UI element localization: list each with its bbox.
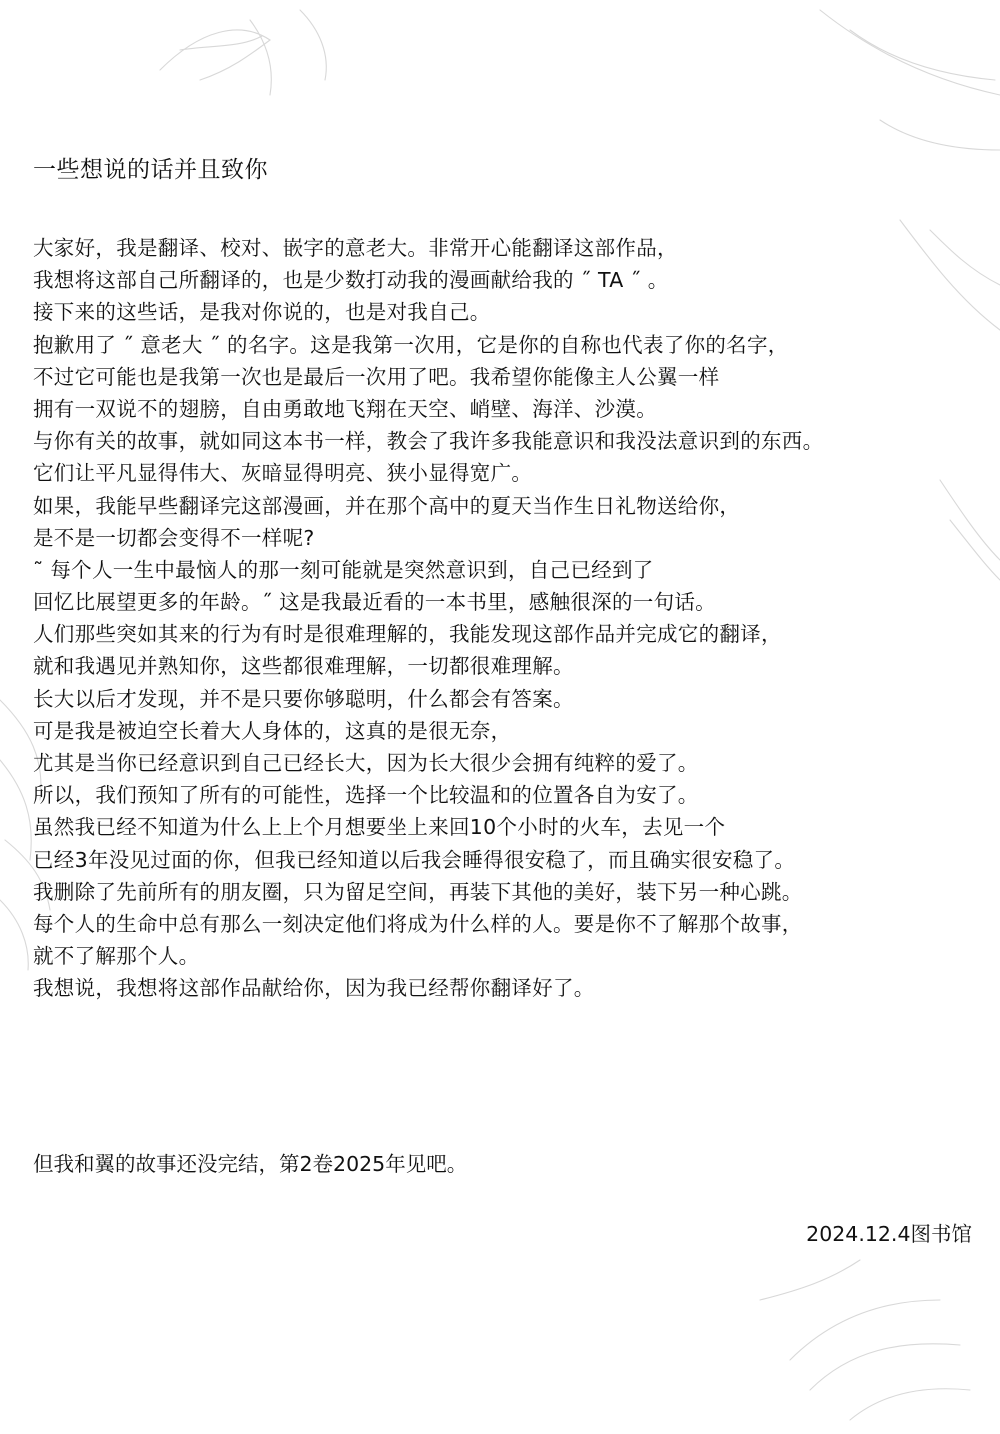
letter-line: 就不了解那个人。 [33, 944, 200, 969]
letter-line: 我想说，我想将这部作品献给你，因为我已经帮你翻译好了。 [33, 976, 595, 1001]
letter-line: 它们让平凡显得伟大、灰暗显得明亮、狭小显得宽广。 [33, 461, 533, 486]
letter-line: 虽然我已经不知道为什么上上个月想要坐上来回10个小时的火车，去见一个 [33, 815, 726, 840]
letter-line: 如果，我能早些翻译完这部漫画，并在那个高中的夏天当作生日礼物送给你， [33, 493, 741, 518]
letter-line: 尤其是当你已经意识到自己已经长大，因为长大很少会拥有纯粹的爱了。 [33, 751, 699, 775]
letter-line: 不过它可能也是我第一次也是最后一次用了吧。我希望你能像主人公翼一样 [33, 364, 720, 389]
letter-line: 可是我是被迫空长着大人身体的，这真的是很无奈， [33, 718, 512, 743]
letter-line: 接下来的这些话，是我对你说的，也是对我自己。 [33, 300, 491, 325]
letter-body [33, 232, 983, 1005]
letter-line: 我想将这部自己所翻译的，也是少数打动我的漫画献给我的 ˝ TA ˝ 。 [33, 268, 669, 293]
letter-line: 是不是一切都会变得不一样呢? [33, 525, 315, 550]
letter-line: 拥有一双说不的翅膀，自由勇敢地飞翔在天空、峭壁、海洋、沙漠。 [33, 396, 657, 421]
closing-line: 但我和翼的故事还没完结，第2卷2025年见吧。 [33, 1152, 468, 1176]
letter-line: 我删除了先前所有的朋友圈，只为留足空间，再装下其他的美好，装下另一种心跳。 [33, 879, 803, 904]
letter-line: 与你有关的故事，就如同这本书一样，教会了我许多我能意识和我没法意识到的东西。 [33, 429, 824, 454]
letter-line: 回忆比展望更多的年龄。˝ 这是我最近看的一本书里，感触很深的一句话。 [33, 590, 716, 615]
letter-line: 已经3年没见过面的你，但我已经知道以后我会睡得很安稳了，而且确实很安稳了。 [33, 847, 796, 872]
letter-line: ˜ 每个人一生中最恼人的那一刻可能就是突然意识到，自己已经到了 [33, 557, 654, 582]
page-title: 一些想说的话并且致你 [33, 157, 268, 183]
letter-line: 所以，我们预知了所有的可能性，选择一个比较温和的位置各自为安了。 [33, 783, 699, 808]
letter-line: 就和我遇见并熟知你，这些都很难理解，一切都很难理解。 [33, 654, 574, 679]
letter-line: 抱歉用了 ˝ 意老大 ˝ 的名字。这是我第一次用，它是你的自称也代表了你的名字， [33, 332, 789, 357]
letter-line: 大家好，我是翻译、校对、嵌字的意老大。非常开心能翻译这部作品， [33, 236, 678, 260]
letter-line: 每个人的生命中总有那么一刻决定他们将成为什么样的人。要是你不了解那个故事， [33, 911, 803, 936]
signature-date-place: 2024.12.4图书馆 [806, 1222, 972, 1246]
letter-line: 人们那些突如其来的行为有时是很难理解的，我能发现这部作品并完成它的翻译， [33, 622, 782, 647]
letter-line: 长大以后才发现，并不是只要你够聪明，什么都会有答案。 [33, 686, 574, 711]
